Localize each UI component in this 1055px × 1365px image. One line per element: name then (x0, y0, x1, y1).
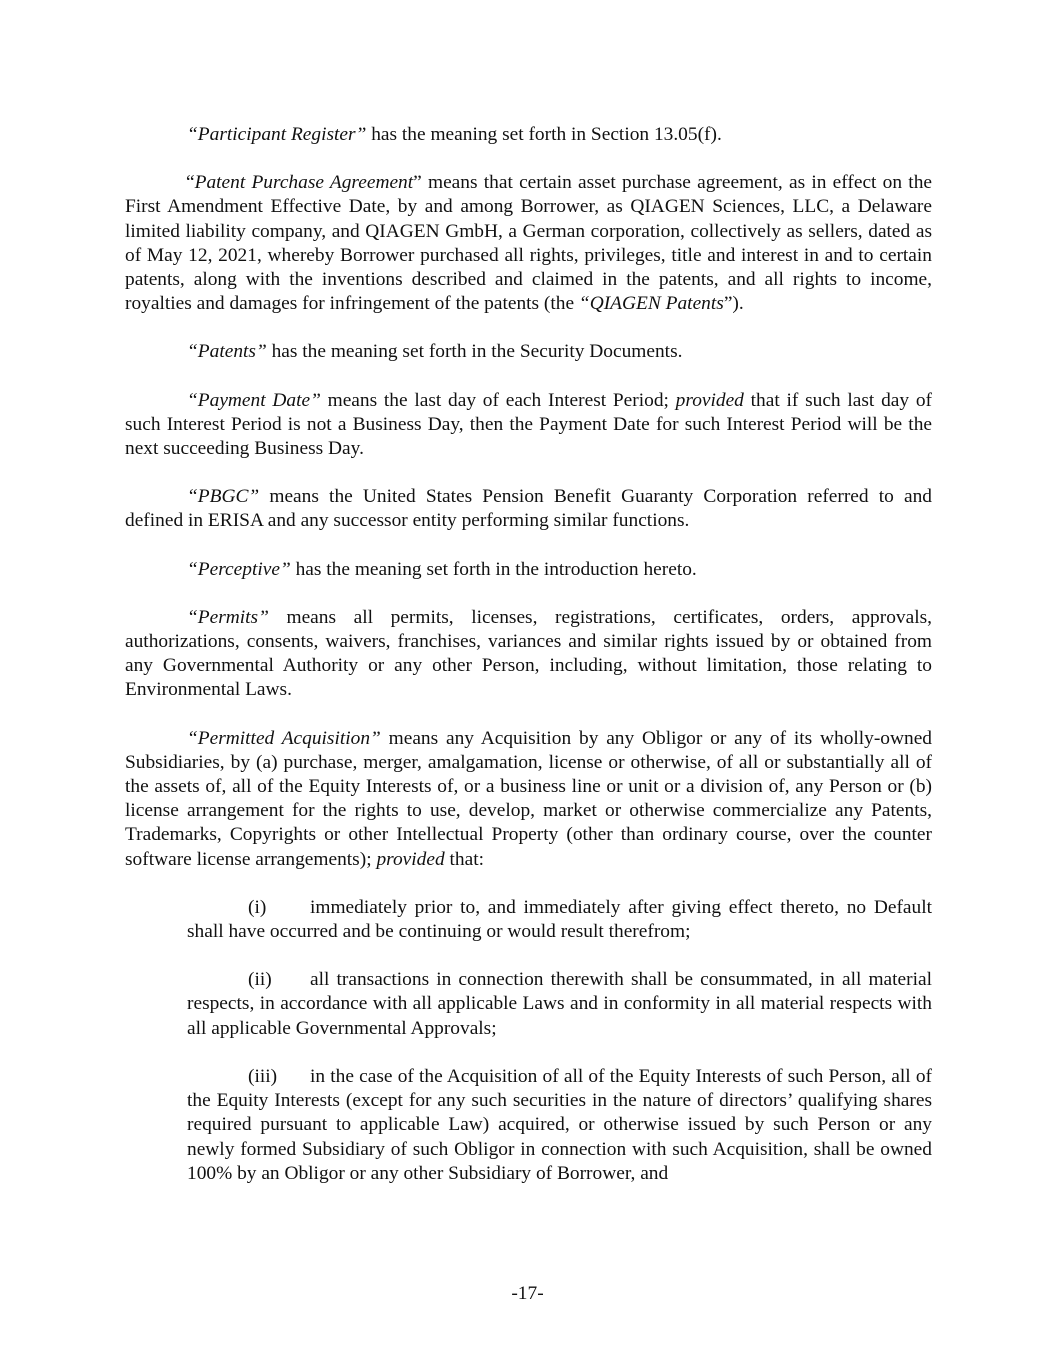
definition-text: means all permits, licenses, registrations, certificates, orders, approvals, authorizations, consents, waivers, franchises, variances and similar rights issued by or obtained from any Governmental Authority or any other Person, including, without limitation, those relating to Environmental Laws. (125, 606, 932, 701)
open-quote: “ (186, 172, 195, 194)
defined-term: Patent Purchase Agreement (194, 172, 414, 194)
defined-term: “Patents” (187, 341, 267, 363)
definition-tail: that if such last day of such Interest Period is not a Business Day, then the Payment Date for such Interest Period will be the next succeeding Business Day. (125, 389, 932, 460)
definition-text: ” means that certain asset purchase agreement, as in effect on the First Amendment Effective Date, by and among Borrower, as QIAGEN Sciences, LLC, a Delaware limited liability company, and QIAGEN GmbH, a German corporation, collectively as sellers, dated as of May 12, 2021, whereby Borrower purchased all rights, privileges, title and interest in and to certain patents, along with the inventions described and claimed in the patents, and all rights to income, royalties and damages for infringement of the patents (the (125, 172, 932, 315)
page-number: -17- (511, 1283, 544, 1304)
definition-pbgc (125, 485, 932, 533)
definition-patents (125, 340, 932, 364)
definition-payment-date (125, 389, 932, 462)
defined-term: “Permits” (187, 606, 269, 628)
definition-text: means any Acquisition by any Obligor or any of its wholly-owned Subsidiaries, by (a) purchase, merger, amalgamation, license or otherwise, of all or substantially all of the assets of, all of the Equity Interests of, or a business line or unit or a division of, any Person or (b) license arrangement for the rights to use, develop, market or otherwise commercialize any Patents, Trademarks, Copyrights or other Intellectual Property (other than ordinary course, over the counter software license arrangements); (125, 727, 933, 870)
clause-number: (i) (248, 896, 267, 918)
defined-term: “Participant Register” (187, 124, 367, 145)
defined-term: “Payment Date” (187, 389, 321, 411)
definition-tail: ”). (723, 293, 744, 315)
definition-text: has the meaning set forth in the Security Documents. (266, 341, 683, 363)
document-page (125, 123, 932, 1186)
definition-permitted-acquisition (125, 727, 932, 872)
clause-iii (187, 1065, 932, 1186)
provided-word: provided (675, 389, 744, 411)
clause-text: immediately prior to, and immediately after giving effect thereto, no Default shall have occurred and be continuing or would result therefrom; (187, 896, 932, 943)
defined-term: “PBGC” (187, 486, 260, 508)
definition-perceptive (125, 558, 932, 582)
defined-term: “Perceptive” (187, 558, 291, 580)
defined-term: “Permitted Acquisition” (187, 727, 381, 749)
clause-number: (ii) (248, 969, 272, 991)
definition-participant-register (125, 123, 932, 147)
clause-text: all transactions in connection therewith shall be consummated, in all material respects, in accordance with all applicable Laws and in conformity in all material respects with all applicable Governmental Approvals; (187, 969, 932, 1039)
clause-text: in the case of the Acquisition of all of the Equity Interests of such Person, all of the Equity Interests (except for any such securities in the nature of directors’ qualifying shares required pursuant to applicable Law) acquired, or otherwise issued by such Person or any newly formed Subsidiary of such Obligor in connection with such Acquisition, shall be owned 100% by an Obligor or any other Subsidiary of Borrower, and (187, 1065, 932, 1184)
clause-i (187, 896, 932, 944)
clause-ii (187, 968, 932, 1041)
inline-defined-term: “QIAGEN Patents (578, 293, 724, 315)
provided-word: provided (376, 848, 445, 870)
definition-text: has the meaning set forth in Section 13.05(f). (366, 124, 722, 145)
definition-text: has the meaning set forth in the introduction hereto. (290, 558, 697, 580)
clause-number: (iii) (248, 1065, 278, 1087)
definition-text: means the last day of each Interest Period; (320, 389, 676, 411)
definition-permits (125, 606, 932, 703)
definition-text: means the United States Pension Benefit Guaranty Corporation referred to and defined in ERISA and any successor entity performing similar functions. (125, 486, 932, 532)
definition-patent-purchase-agreement (125, 171, 932, 316)
definition-tail: that: (444, 848, 484, 870)
